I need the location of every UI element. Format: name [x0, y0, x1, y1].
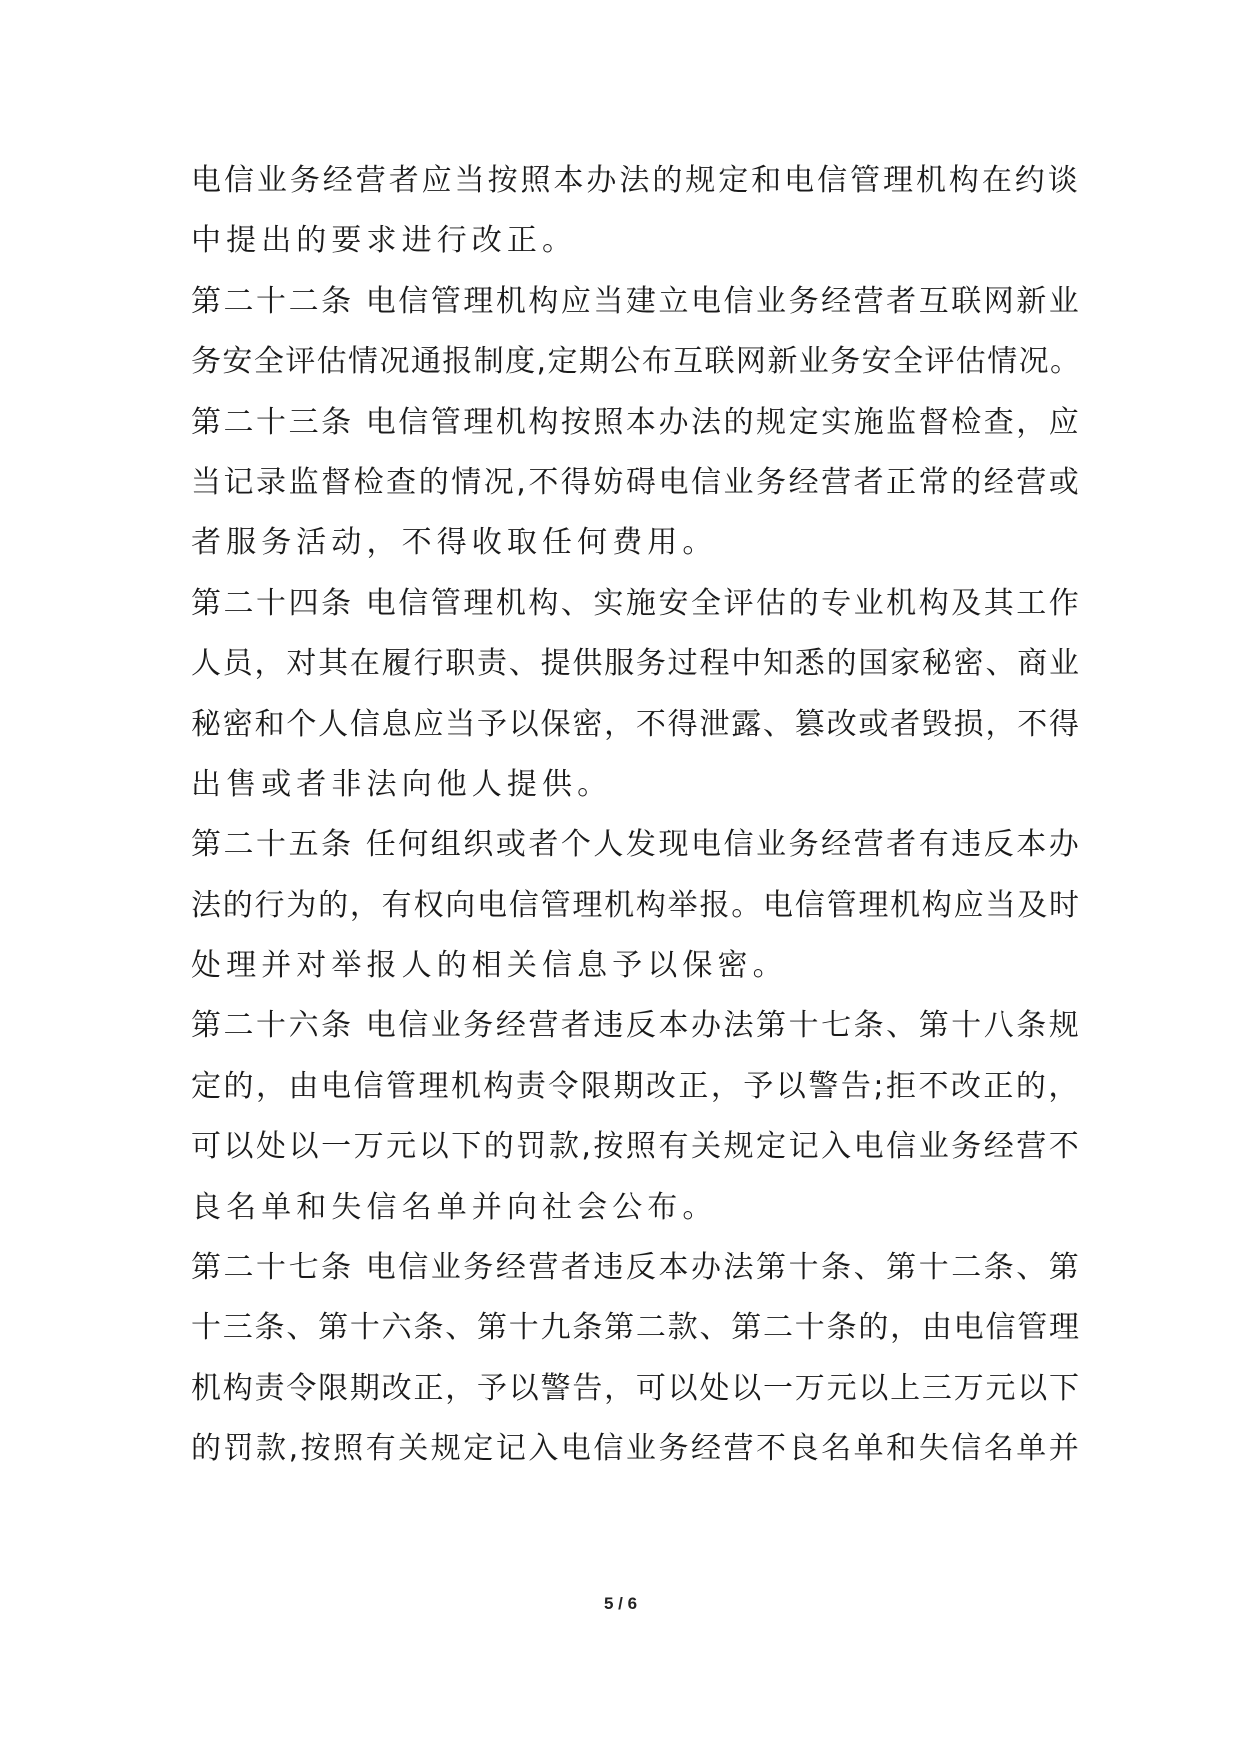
text-line: 机构责令限期改正，予以警告，可以处以一万元以上三万元以下 — [191, 1370, 1081, 1406]
text-line: 电信业务经营者应当按照本办法的规定和电信管理机构在约谈 — [191, 163, 1081, 198]
text-line: 出售或者非法向他人提供。 — [191, 766, 613, 802]
page-number: 5 / 6 — [603, 1594, 638, 1613]
text-line: 中提出的要求进行改正。 — [191, 223, 578, 259]
text-line: 人员，对其在履行职责、提供服务过程中知悉的国家秘密、商业 — [191, 646, 1081, 682]
text-line: 定的，由电信管理机构责令限期改正，予以警告;拒不改正的， — [191, 1068, 1081, 1104]
text-line: 第二十四条 电信管理机构、实施安全评估的专业机构及其工作 — [191, 585, 1082, 621]
text-line: 良名单和失信名单并向社会公布。 — [191, 1189, 718, 1225]
text-line: 第二十五条 任何组织或者个人发现电信业务经营者有违反本办 — [191, 827, 1082, 863]
text-line: 秘密和个人信息应当予以保密，不得泄露、篡改或者毁损，不得 — [191, 706, 1081, 742]
text-line: 第二十二条 电信管理机构应当建立电信业务经营者互联网新业 — [191, 283, 1082, 319]
text-line: 当记录监督检查的情况,不得妨碍电信业务经营者正常的经营或 — [191, 464, 1082, 500]
document-body — [191, 151, 1082, 1480]
text-line: 法的行为的，有权向电信管理机构举报。电信管理机构应当及时 — [191, 887, 1081, 923]
text-line: 可以处以一万元以下的罚款,按照有关规定记入电信业务经营不 — [191, 1129, 1082, 1165]
text-line: 十三条、第十六条、第十九条第二款、第二十条的，由电信管理 — [191, 1310, 1081, 1346]
text-line: 第二十三条 电信管理机构按照本办法的规定实施监督检查，应 — [191, 404, 1082, 440]
text-line: 处理并对举报人的相关信息予以保密。 — [191, 948, 788, 984]
text-line: 的罚款,按照有关规定记入电信业务经营不良名单和失信名单并 — [191, 1431, 1082, 1467]
text-line: 者服务活动，不得收取任何费用。 — [191, 525, 718, 561]
text-line: 第二十七条 电信业务经营者违反本办法第十条、第十二条、第 — [191, 1250, 1082, 1286]
text-line: 务安全评估情况通报制度,定期公布互联网新业务安全评估情况。 — [191, 344, 1082, 380]
text-line: 第二十六条 电信业务经营者违反本办法第十七条、第十八条规 — [191, 1008, 1082, 1044]
